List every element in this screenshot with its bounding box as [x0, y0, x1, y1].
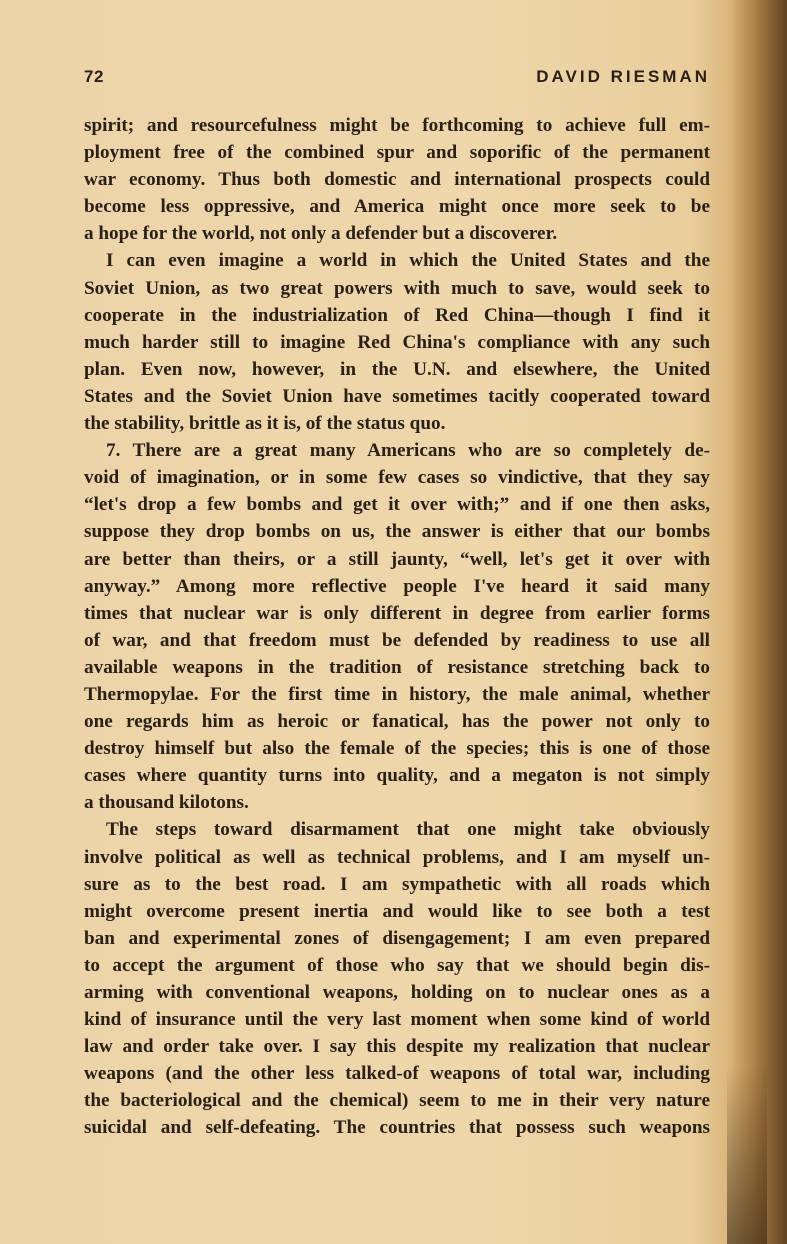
text-line: of war, and that freedom must be defended by readiness to use all: [84, 629, 710, 651]
text-line: sure as to the best road. I am sympathetic with all roads which: [84, 873, 710, 895]
text-line: are better than theirs, or a still jaunty, “well, let's get it over with: [84, 548, 710, 570]
text-line: might overcome present inertia and would like to see both a test: [84, 900, 710, 922]
text-line: weapons (and the other less talked-of weapons of total war, including: [84, 1063, 710, 1085]
text-line: a thousand kilotons.: [84, 792, 249, 814]
text-line: destroy himself but also the female of the species; this is one of those: [84, 738, 710, 760]
text-line: ployment free of the combined spur and soporific of the permanent: [84, 142, 710, 164]
text-line: times that nuclear war is only different in degree from earlier forms: [84, 602, 710, 624]
text-line: void of imagination, or in some few cases so vindictive, that they say: [84, 467, 710, 489]
text-line: “let's drop a few bombs and get it over with;” and if one then asks,: [84, 494, 710, 516]
text-line: involve political as well as technical problems, and I am myself un-: [84, 846, 710, 868]
text-line: available weapons in the tradition of resistance stretching back to: [84, 656, 710, 678]
text-line: cases where quantity turns into quality, and a megaton is not simply: [84, 765, 710, 787]
text-line: 7. There are a great many Americans who are so completely de-: [106, 440, 710, 462]
running-head: DAVID RIESMAN: [536, 67, 710, 86]
text-line: States and the Soviet Union have sometimes tacitly cooperated toward: [84, 385, 710, 407]
page-edge-shadow: [727, 1064, 767, 1244]
text-line: arming with conventional weapons, holding on to nuclear ones as a: [84, 982, 710, 1003]
text-line: cooperate in the industrialization of Red China—though I find it: [84, 304, 710, 326]
text-line: anyway.” Among more reflective people I've heard it said many: [84, 575, 710, 597]
text-line: I can even imagine a world in which the United States and the: [106, 250, 710, 272]
text-line: much harder still to imagine Red China's compliance with any such: [84, 331, 710, 353]
text-line: war economy. Thus both domestic and international prospects could: [84, 169, 710, 191]
text-line: become less oppressive, and America might once more seek to be: [84, 196, 710, 218]
page-gutter-shadow: [729, 0, 787, 1244]
text-line: the stability, brittle as it is, of the status quo.: [84, 413, 446, 435]
text-line: ban and experimental zones of disengagement; I am even prepared: [84, 927, 710, 949]
text-line: law and order take over. I say this despite my realization that nuclear: [84, 1036, 710, 1058]
text-line: spirit; and resourcefulness might be forthcoming to achieve full em-: [84, 115, 710, 136]
text-line: The steps toward disarmament that one might take obviously: [106, 819, 710, 841]
text-line: kind of insurance until the very last moment when some kind of world: [84, 1009, 710, 1031]
text-line: plan. Even now, however, in the U.N. and elsewhere, the United: [84, 358, 710, 380]
body-text: [84, 112, 710, 1142]
page-header: [84, 67, 710, 91]
page-number: 72: [84, 67, 104, 86]
text-line: suppose they drop bombs on us, the answer is either that our bombs: [84, 521, 710, 543]
text-line: one regards him as heroic or fanatical, has the power not only to: [84, 711, 710, 733]
text-line: suicidal and self-defeating. The countries that possess such weapons: [84, 1117, 710, 1139]
text-line: to accept the argument of those who say that we should begin dis-: [84, 954, 710, 976]
text-line: Soviet Union, as two great powers with much to save, would seek to: [84, 277, 710, 299]
text-line: a hope for the world, not only a defender but a discoverer.: [84, 223, 558, 245]
text-line: the bacteriological and the chemical) seem to me in their very nature: [84, 1090, 710, 1112]
text-line: Thermopylae. For the first time in history, the male animal, whether: [84, 683, 710, 705]
